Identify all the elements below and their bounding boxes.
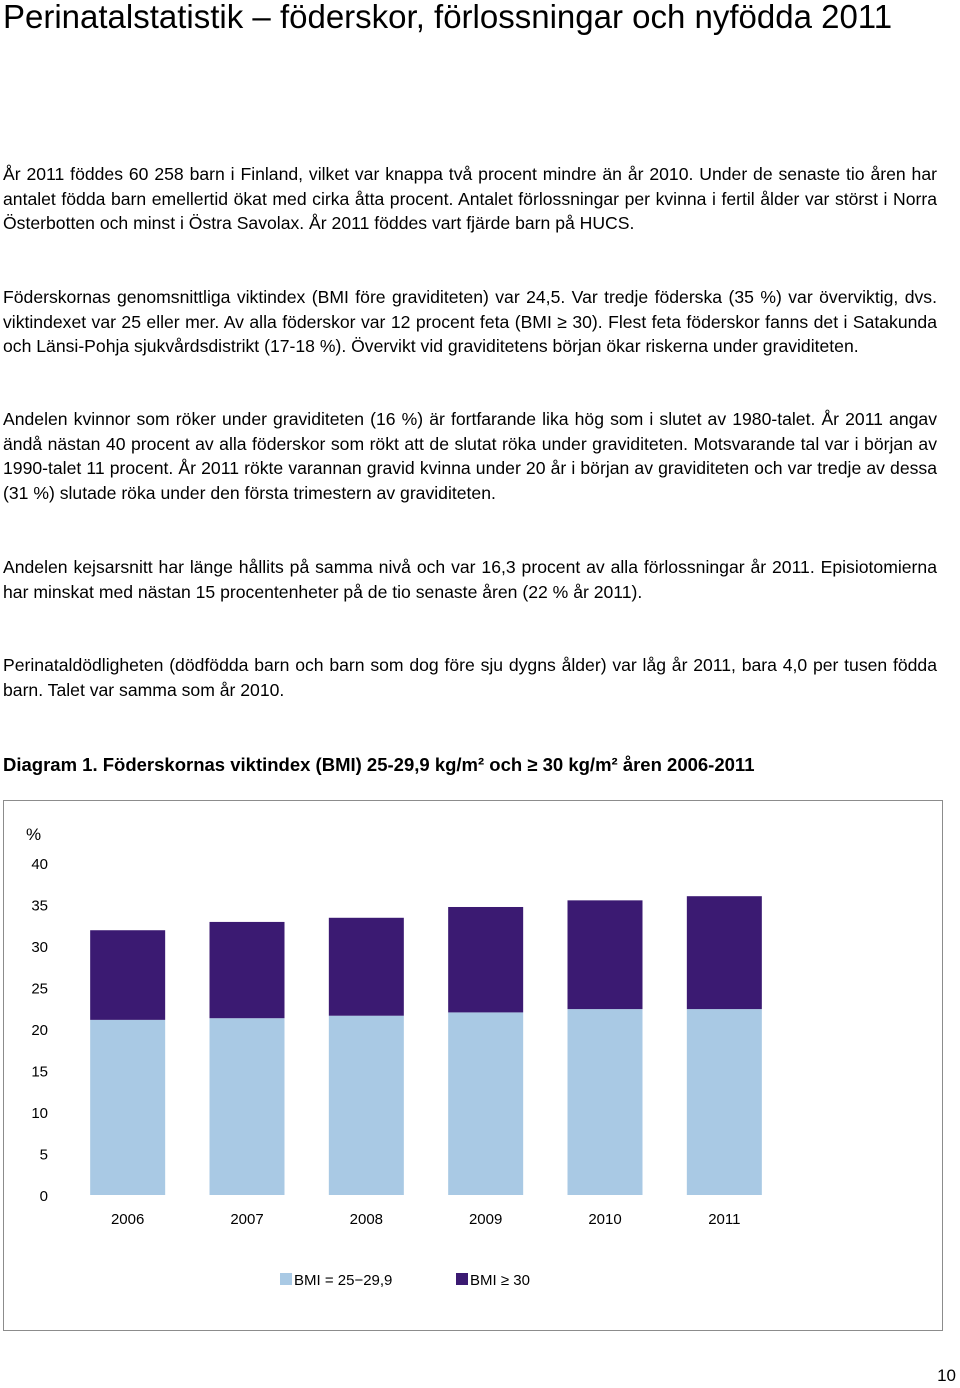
paragraph-perinatal-mortality: Perinataldödligheten (dödfödda barn och barn som dog före sju dygns ålder) var låg år 2011, bara 4,0 per tusen födda barn. Talet var samma som år 2010. xyxy=(3,655,937,700)
bar-bmi-25-29 xyxy=(329,1016,404,1195)
bar-bmi-30-plus xyxy=(687,896,762,1009)
paragraph-births: År 2011 föddes 60 258 barn i Finland, vilket var knappa två procent mindre än år 2010. Under de senaste tio åren har antalet födda barn emellertid ökat med cirka åtta procent. Antalet förlossningar per kvinna i fertil ålder var störst i Norra Österbotten och minst i Östra Savolax. År 2011 föddes vart fjärde barn på HUCS. xyxy=(3,164,937,233)
bar-bmi-25-29 xyxy=(687,1009,762,1195)
x-tick-label: 2007 xyxy=(230,1211,264,1228)
bar-bmi-25-29 xyxy=(210,1018,285,1195)
legend-label: BMI ≥ 30 xyxy=(470,1272,530,1289)
bar-bmi-30-plus xyxy=(448,907,523,1012)
legend-swatch xyxy=(456,1273,468,1285)
y-tick-label: 5 xyxy=(39,1146,48,1164)
diagram-caption: Diagram 1. Föderskornas viktindex (BMI) 25-29,9 kg/m² och ≥ 30 kg/m² åren 2006-2011 xyxy=(3,754,755,775)
y-tick-label: 15 xyxy=(31,1063,48,1081)
legend-swatch xyxy=(280,1273,292,1285)
bar-bmi-30-plus xyxy=(90,930,165,1020)
legend-label: BMI = 25−29,9 xyxy=(294,1272,393,1289)
bar-bmi-25-29 xyxy=(568,1009,643,1195)
x-tick-label: 2009 xyxy=(468,1211,503,1228)
y-tick-label: 10 xyxy=(31,1105,48,1122)
bar-bmi-30-plus xyxy=(568,900,643,1009)
x-tick-label: 2006 xyxy=(110,1211,145,1228)
paragraph-caesarean: Andelen kejsarsnitt har länge hållits på samma nivå och var 16,3 procent av alla förlossningar år 2011. Episiotomierna har minskat med nästan 15 procentenheter på de tio senaste åren (22 % år 2011). xyxy=(3,557,937,602)
chart-canvas xyxy=(4,801,942,1330)
y-tick-label: 20 xyxy=(31,1022,48,1039)
paragraph-bmi: Föderskornas genomsnittliga viktindex (BMI före graviditeten) var 24,5. Var tredje föderska (35 %) var överviktig, dvs. viktindexet var 25 eller mer. Av alla föderskor var 12 procent feta (BMI ≥ 30). Flest feta föderskor fanns det i Satakunda och Länsi-Pohja sjukvårdsdistrikt (17-18 %). Övervikt vid graviditetens början ökar riskerna under graviditeten. xyxy=(3,287,937,356)
y-tick-label: 25 xyxy=(31,980,48,998)
x-tick-label: 2008 xyxy=(349,1211,384,1228)
bar-bmi-25-29 xyxy=(90,1020,165,1195)
y-tick-label: 0 xyxy=(39,1188,48,1205)
y-tick-label: 30 xyxy=(31,939,48,956)
bar-bmi-25-29 xyxy=(448,1012,523,1195)
bmi-chart xyxy=(3,800,943,1331)
document-title: Perinatalstatistik – föderskor, förlossningar och nyfödda 2011 xyxy=(3,0,893,35)
x-tick-label: 2011 xyxy=(708,1211,741,1228)
y-axis-label: % xyxy=(26,825,42,844)
y-tick-label: 35 xyxy=(31,897,48,915)
bar-bmi-30-plus xyxy=(329,918,404,1016)
bar-bmi-30-plus xyxy=(210,922,285,1018)
y-tick-label: 40 xyxy=(31,856,48,873)
x-tick-label: 2010 xyxy=(588,1211,622,1228)
page-number: 10 xyxy=(937,1366,956,1385)
paragraph-smoking: Andelen kvinnor som röker under graviditeten (16 %) är fortfarande lika hög som i slutet av 1980-talet. År 2011 angav ändå nästan 40 procent av alla föderskor som rökt att de slutat röka under graviditeten. Motsvarande tal var i början av 1990-talet 11 procent. År 2011 rökte varannan gravid kvinna under 20 år i början av graviditeten och var tredje av dessa (31 %) slutade röka under den första trimestern av graviditeten. xyxy=(3,409,937,503)
